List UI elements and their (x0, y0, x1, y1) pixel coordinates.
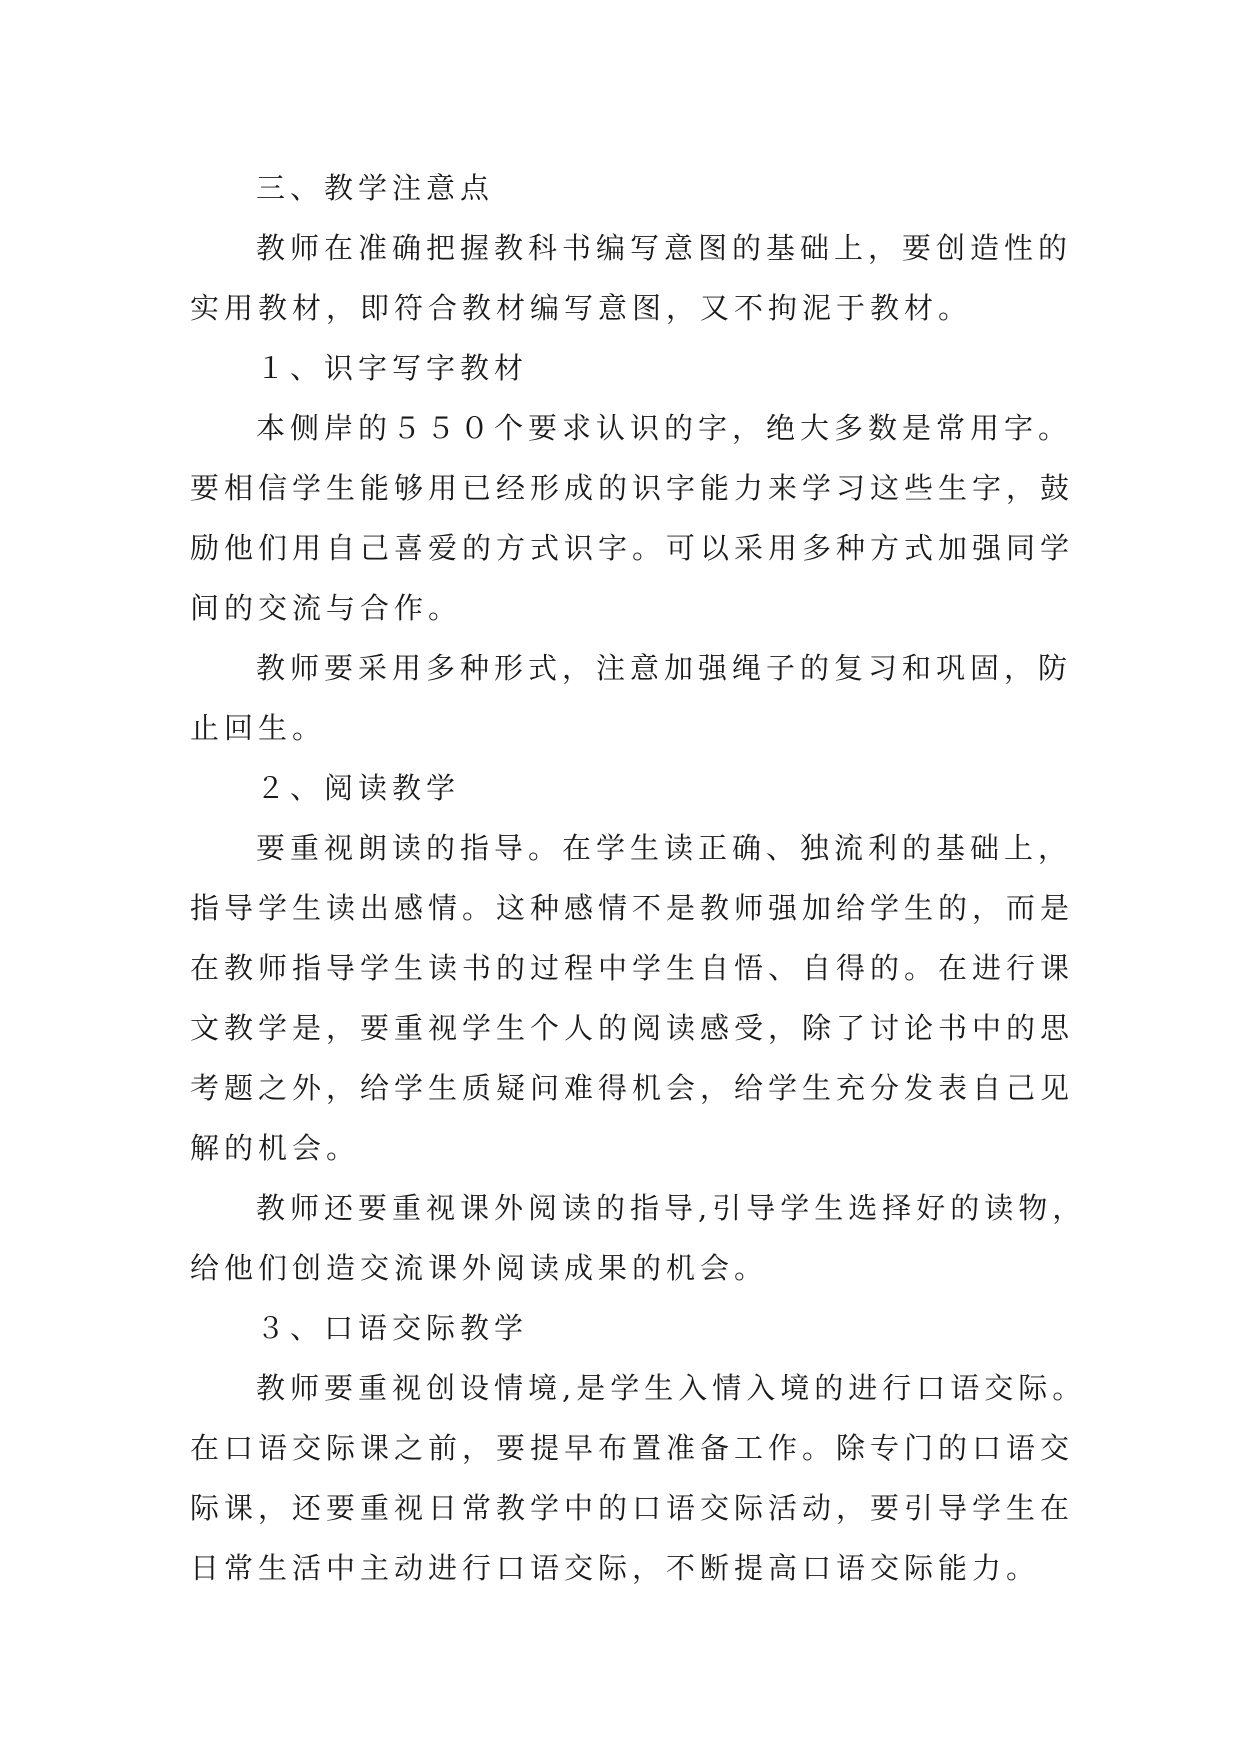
paragraph-line: 教师还要重视课外阅读的指导,引导学生选择好的读物， (256, 1191, 1087, 1225)
paragraph-line: 教师要重视创设情境,是学生入情入境的进行口语交际。 (256, 1371, 1087, 1405)
subsection-heading: ３、口语交际教学 (256, 1311, 529, 1345)
paragraph-line: 要重视朗读的指导。在学生读正确、独流利的基础上， (256, 831, 1073, 865)
paragraph-line: 日常生活中主动进行口语交际，不断提高口语交际能力。 (190, 1551, 1041, 1585)
subsection-heading: １、识字写字教材 (256, 351, 529, 385)
subsection-heading: ２、阅读教学 (256, 771, 461, 805)
paragraph-line: 在教师指导学生读书的过程中学生自悟、自得的。在进行课 (190, 951, 1075, 985)
paragraph-line: 教师要采用多种形式，注意加强绳子的复习和巩固，防 (256, 651, 1073, 685)
paragraph-line: 要相信学生能够用已经形成的识字能力来学习这些生字，鼓 (190, 471, 1075, 505)
paragraph-line: 实用教材，即符合教材编写意图，又不拘泥于教材。 (190, 291, 973, 325)
paragraph-line: 指导学生读出感情。这种感情不是教师强加给学生的，而是 (190, 891, 1075, 925)
paragraph-line: 励他们用自己喜爱的方式识字。可以采用多种方式加强同学 (190, 531, 1075, 565)
body-text (190, 158, 1087, 1598)
paragraph-line: 文教学是，要重视学生个人的阅读感受，除了讨论书中的思 (190, 1011, 1075, 1045)
paragraph-line: 教师在准确把握教科书编写意图的基础上，要创造性的 (256, 231, 1073, 265)
paragraph-line: 在口语交际课之前，要提早布置准备工作。除专门的口语交 (190, 1431, 1075, 1465)
paragraph-line: 给他们创造交流课外阅读成果的机会。 (190, 1251, 769, 1285)
paragraph-line: 解的机会。 (190, 1131, 361, 1165)
paragraph-line: 际课，还要重视日常教学中的口语交际活动，要引导学生在 (190, 1491, 1075, 1525)
section-heading: 三、教学注意点 (256, 171, 495, 205)
paragraph-line: 止回生。 (190, 711, 327, 745)
paragraph-line: 本侧岸的５５０个要求认识的字，绝大多数是常用字。 (256, 411, 1073, 445)
paragraph-line: 考题之外，给学生质疑问难得机会，给学生充分发表自己见 (190, 1071, 1075, 1105)
paragraph-line: 间的交流与合作。 (190, 591, 463, 625)
